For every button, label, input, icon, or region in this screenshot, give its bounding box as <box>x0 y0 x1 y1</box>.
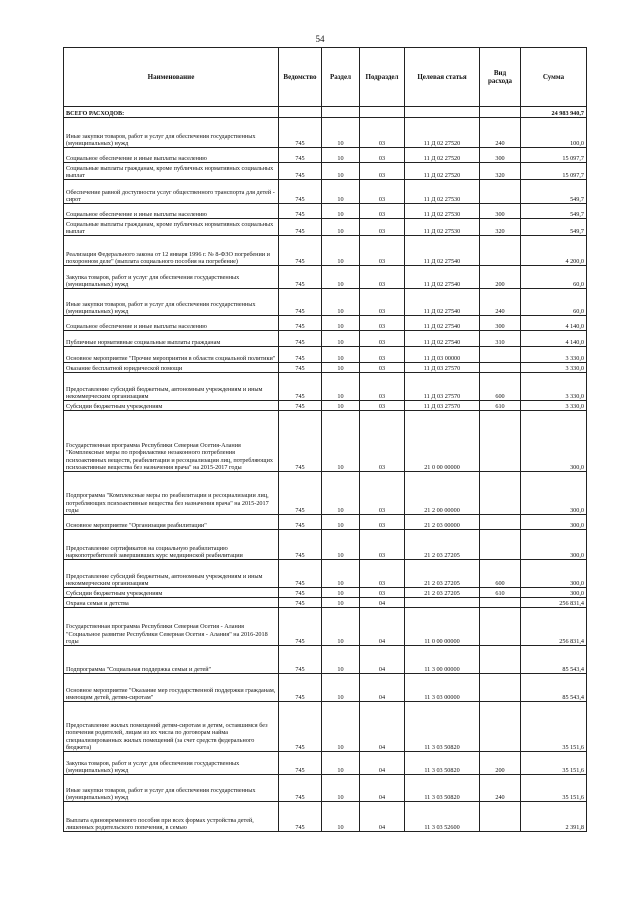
row-target-item: 11 Д 03 00000 <box>405 347 480 363</box>
row-target-item: 11 Д 02 27530 <box>405 180 480 204</box>
row-section: 10 <box>322 219 360 236</box>
row-amount: 15 097,7 <box>521 148 587 163</box>
row-amount: 300,0 <box>521 411 587 472</box>
row-expense-type <box>480 608 521 646</box>
row-section: 10 <box>322 802 360 832</box>
header-row <box>64 48 587 107</box>
table-row <box>64 472 587 515</box>
row-name: Публичные нормативные социальные выплаты гражданам <box>64 331 279 347</box>
row-expense-type <box>480 180 521 204</box>
row-expense-type: 610 <box>480 588 521 598</box>
header-name: Наименование <box>64 48 279 107</box>
row-amount: 60,0 <box>521 266 587 289</box>
row-expense-type: 300 <box>480 204 521 219</box>
row-amount: 549,7 <box>521 204 587 219</box>
row-target-item: 21 2 03 27205 <box>405 588 480 598</box>
row-name: Государственная программа Республики Северная Осетия - Алания "Социальное развитие Республики Северная Осетия - Алания" на 2016-2018 годы <box>64 608 279 646</box>
row-amount: 256 831,4 <box>521 598 587 608</box>
row-section: 10 <box>322 702 360 752</box>
row-target-item: 11 Д 02 27540 <box>405 331 480 347</box>
row-department: 745 <box>279 363 322 373</box>
row-department: 745 <box>279 802 322 832</box>
row-section: 10 <box>322 775 360 802</box>
table-row <box>64 373 587 401</box>
row-name: Реализация Федерального закона от 12 января 1996 г. № 8-ФЗО погребении и похоронном деле" (выплата социального пособия на погребение) <box>64 236 279 266</box>
row-subsection: 03 <box>360 401 405 411</box>
row-amount: 60,0 <box>521 289 587 316</box>
row-section: 10 <box>322 608 360 646</box>
row-section: 10 <box>322 401 360 411</box>
row-department: 745 <box>279 674 322 702</box>
row-subsection: 03 <box>360 289 405 316</box>
row-target-item: 11 0 00 00000 <box>405 608 480 646</box>
row-expense-type: 320 <box>480 219 521 236</box>
row-target-item: 21 2 03 27205 <box>405 560 480 588</box>
table-row <box>64 118 587 148</box>
row-target-item: 11 Д 02 27520 <box>405 163 480 180</box>
row-expense-type <box>480 236 521 266</box>
row-amount: 100,0 <box>521 118 587 148</box>
row-target-item: 11 Д 03 27570 <box>405 373 480 401</box>
row-department: 745 <box>279 752 322 775</box>
row-subsection: 03 <box>360 148 405 163</box>
row-subsection: 04 <box>360 702 405 752</box>
row-department: 745 <box>279 515 322 530</box>
row-target-item: 11 3 00 00000 <box>405 646 480 674</box>
table-row <box>64 674 587 702</box>
row-department: 745 <box>279 472 322 515</box>
header-subsection: Подраздел <box>360 48 405 107</box>
header-department: Ведомство <box>279 48 322 107</box>
row-section: 10 <box>322 411 360 472</box>
table-row <box>64 236 587 266</box>
row-subsection: 03 <box>360 530 405 560</box>
table-row <box>64 163 587 180</box>
table-row <box>64 608 587 646</box>
row-subsection: 04 <box>360 598 405 608</box>
row-name: Выплата единовременного пособия при всех формах устройства детей, лишенных родительского попечения, в семью <box>64 802 279 832</box>
row-expense-type <box>480 472 521 515</box>
row-name: Государственная программа Республики Северная Осетия-Алания "Комплексные меры по профилактике незаконного потребления психоактивных веществ, реабилитации и ресоциализации лиц, потребляющих психоактивные вещества без назначения врача" на 2015-2017 годы <box>64 411 279 472</box>
row-expense-type: 300 <box>480 148 521 163</box>
row-name: Закупка товаров, работ и услуг для обеспечения государственных (муниципальных) нужд <box>64 752 279 775</box>
row-expense-type: 240 <box>480 289 521 316</box>
table-row <box>64 515 587 530</box>
header-target-item: Целевая статья <box>405 48 480 107</box>
row-expense-type <box>480 702 521 752</box>
row-subsection: 03 <box>360 411 405 472</box>
row-target-item: 11 Д 03 27570 <box>405 401 480 411</box>
row-amount: 85 543,4 <box>521 674 587 702</box>
row-name: Охрана семьи и детства <box>64 598 279 608</box>
row-amount: 4 140,0 <box>521 316 587 331</box>
row-name: Социальное обеспечение и иные выплаты населению <box>64 148 279 163</box>
row-amount: 300,0 <box>521 515 587 530</box>
row-section: 10 <box>322 363 360 373</box>
row-target-item: 11 3 03 52600 <box>405 802 480 832</box>
row-expense-type: 240 <box>480 118 521 148</box>
row-expense-type: 600 <box>480 560 521 588</box>
row-target-item: 11 Д 03 27570 <box>405 363 480 373</box>
row-expense-type <box>480 598 521 608</box>
row-target-item: 11 Д 02 27540 <box>405 236 480 266</box>
row-target-item: 11 3 03 50820 <box>405 702 480 752</box>
row-name: Социальные выплаты гражданам, кроме публичных нормативных социальных выплат <box>64 163 279 180</box>
row-amount: 300,0 <box>521 530 587 560</box>
row-department: 745 <box>279 560 322 588</box>
table-row <box>64 560 587 588</box>
row-subsection: 04 <box>360 674 405 702</box>
row-name: Субсидии бюджетным учреждениям <box>64 588 279 598</box>
table-row <box>64 401 587 411</box>
row-name: Оказание бесплатной юридической помощи <box>64 363 279 373</box>
row-department: 745 <box>279 702 322 752</box>
page-number: 54 <box>315 34 325 44</box>
row-section: 10 <box>322 180 360 204</box>
table-row <box>64 148 587 163</box>
row-department: 745 <box>279 204 322 219</box>
row-section: 10 <box>322 163 360 180</box>
row-expense-type: 610 <box>480 401 521 411</box>
row-subsection: 03 <box>360 163 405 180</box>
row-section: 10 <box>322 347 360 363</box>
row-department: 745 <box>279 646 322 674</box>
row-target-item: 11 Д 02 27540 <box>405 316 480 331</box>
row-amount: 3 330,0 <box>521 401 587 411</box>
row-section <box>322 107 360 118</box>
row-section: 10 <box>322 118 360 148</box>
row-name: Социальные выплаты гражданам, кроме публичных нормативных социальных выплат <box>64 219 279 236</box>
row-section: 10 <box>322 752 360 775</box>
row-section: 10 <box>322 236 360 266</box>
row-expense-type <box>480 674 521 702</box>
row-department: 745 <box>279 236 322 266</box>
row-name: Подпрограмма "Комплексные меры по реабилитации и ресоциализации лиц, потребляющих психоактивные вещества без назначения врача" на 2015-2017 годы <box>64 472 279 515</box>
row-department: 745 <box>279 608 322 646</box>
row-target-item <box>405 107 480 118</box>
row-name: Основное мероприятие "Оказание мер государственной поддержки гражданам, имеющим детей, детям-сиротам" <box>64 674 279 702</box>
row-amount: 35 151,6 <box>521 702 587 752</box>
row-target-item <box>405 598 480 608</box>
row-expense-type <box>480 646 521 674</box>
row-department: 745 <box>279 316 322 331</box>
row-amount: 4 140,0 <box>521 331 587 347</box>
row-section: 10 <box>322 515 360 530</box>
row-expense-type <box>480 411 521 472</box>
row-target-item: 21 2 03 27205 <box>405 530 480 560</box>
table-row <box>64 107 587 118</box>
row-expense-type: 300 <box>480 316 521 331</box>
row-amount: 2 391,8 <box>521 802 587 832</box>
row-expense-type <box>480 515 521 530</box>
row-expense-type <box>480 347 521 363</box>
row-name: ВСЕГО РАСХОДОВ: <box>64 107 279 118</box>
table-row <box>64 646 587 674</box>
row-expense-type <box>480 802 521 832</box>
row-subsection: 03 <box>360 515 405 530</box>
row-expense-type: 240 <box>480 775 521 802</box>
row-target-item: 21 2 03 00000 <box>405 515 480 530</box>
row-target-item: 11 Д 02 27520 <box>405 118 480 148</box>
table-row <box>64 204 587 219</box>
row-name: Закупка товаров, работ и услуг для обеспечения государственных (муниципальных) нужд <box>64 266 279 289</box>
row-department: 745 <box>279 588 322 598</box>
row-subsection: 03 <box>360 204 405 219</box>
row-expense-type <box>480 107 521 118</box>
row-name: Подпрограмма "Социальная поддержка семьи и детей" <box>64 646 279 674</box>
row-section: 10 <box>322 316 360 331</box>
row-name: Иные закупки товаров, работ и услуг для обеспечения государственных (муниципальных) нужд <box>64 289 279 316</box>
row-section: 10 <box>322 674 360 702</box>
row-amount: 24 983 940,7 <box>521 107 587 118</box>
row-section: 10 <box>322 646 360 674</box>
table-row <box>64 702 587 752</box>
row-amount: 3 330,0 <box>521 363 587 373</box>
row-subsection: 03 <box>360 236 405 266</box>
row-name: Обеспечение равной доступности услуг общественного транспорта для детей - сирот <box>64 180 279 204</box>
header-amount: Сумма <box>521 48 587 107</box>
row-subsection: 03 <box>360 472 405 515</box>
row-amount: 300,0 <box>521 560 587 588</box>
table-row <box>64 331 587 347</box>
row-amount: 3 330,0 <box>521 347 587 363</box>
row-target-item: 11 Д 02 27540 <box>405 289 480 316</box>
table-row <box>64 180 587 204</box>
row-section: 10 <box>322 560 360 588</box>
table-row <box>64 411 587 472</box>
row-section: 10 <box>322 204 360 219</box>
table-row <box>64 363 587 373</box>
row-amount: 549,7 <box>521 219 587 236</box>
row-department: 745 <box>279 775 322 802</box>
table-row <box>64 775 587 802</box>
row-department: 745 <box>279 401 322 411</box>
row-target-item: 11 3 03 00000 <box>405 674 480 702</box>
row-subsection: 03 <box>360 331 405 347</box>
row-expense-type: 600 <box>480 373 521 401</box>
row-section: 10 <box>322 598 360 608</box>
row-department: 745 <box>279 266 322 289</box>
row-subsection: 03 <box>360 219 405 236</box>
row-subsection: 04 <box>360 608 405 646</box>
row-target-item: 11 3 03 50820 <box>405 752 480 775</box>
row-name: Основное мероприятие "Организация реабилитации" <box>64 515 279 530</box>
row-department: 745 <box>279 289 322 316</box>
header-section: Раздел <box>322 48 360 107</box>
row-section: 10 <box>322 530 360 560</box>
row-target-item: 11 Д 02 27520 <box>405 148 480 163</box>
row-department: 745 <box>279 373 322 401</box>
row-amount: 4 200,0 <box>521 236 587 266</box>
row-amount: 300,0 <box>521 472 587 515</box>
row-expense-type: 320 <box>480 163 521 180</box>
header-expense-type: Вид расхода <box>480 48 521 107</box>
row-subsection: 04 <box>360 802 405 832</box>
row-amount: 35 151,6 <box>521 752 587 775</box>
row-amount: 85 543,4 <box>521 646 587 674</box>
row-expense-type: 200 <box>480 266 521 289</box>
row-subsection <box>360 107 405 118</box>
row-department: 745 <box>279 180 322 204</box>
row-department <box>279 107 322 118</box>
row-subsection: 03 <box>360 180 405 204</box>
table-row <box>64 588 587 598</box>
row-department: 745 <box>279 598 322 608</box>
row-department: 745 <box>279 411 322 472</box>
row-subsection: 04 <box>360 775 405 802</box>
row-department: 745 <box>279 118 322 148</box>
table-row <box>64 802 587 832</box>
row-department: 745 <box>279 163 322 180</box>
row-amount: 15 097,7 <box>521 163 587 180</box>
row-department: 745 <box>279 347 322 363</box>
row-amount: 35 151,6 <box>521 775 587 802</box>
row-target-item: 21 2 00 00000 <box>405 472 480 515</box>
row-name: Субсидии бюджетным учреждениям <box>64 401 279 411</box>
row-target-item: 11 Д 02 27530 <box>405 204 480 219</box>
row-name: Предоставление субсидий бюджетным, автономным учреждениям и иным некоммерческим организациям <box>64 560 279 588</box>
row-subsection: 03 <box>360 373 405 401</box>
table-row <box>64 219 587 236</box>
table-row <box>64 530 587 560</box>
row-expense-type: 200 <box>480 752 521 775</box>
row-section: 10 <box>322 289 360 316</box>
row-section: 10 <box>322 373 360 401</box>
row-subsection: 04 <box>360 752 405 775</box>
row-target-item: 11 Д 02 27540 <box>405 266 480 289</box>
row-subsection: 04 <box>360 646 405 674</box>
row-department: 745 <box>279 148 322 163</box>
row-name: Предоставление жилых помещений детям-сиротам и детям, оставшимся без попечения родителей, лицам из их числа по договорам найма специализированных жилых помещений (за счет средств федерального бюджета) <box>64 702 279 752</box>
row-amount: 549,7 <box>521 180 587 204</box>
row-amount: 256 831,4 <box>521 608 587 646</box>
row-target-item: 21 0 00 00000 <box>405 411 480 472</box>
row-section: 10 <box>322 266 360 289</box>
row-subsection: 03 <box>360 266 405 289</box>
row-name: Предоставление сертификатов на социальную реабилитацию наркопотребителей завершивших курс медицинской реабилитации <box>64 530 279 560</box>
table-row <box>64 752 587 775</box>
row-section: 10 <box>322 588 360 598</box>
table-row <box>64 289 587 316</box>
row-subsection: 03 <box>360 316 405 331</box>
row-amount: 3 330,0 <box>521 373 587 401</box>
row-expense-type <box>480 363 521 373</box>
row-name: Предоставление субсидий бюджетным, автономным учреждениям и иным некоммерческим организациям <box>64 373 279 401</box>
row-name: Социальное обеспечение и иные выплаты населению <box>64 316 279 331</box>
budget-table <box>63 47 587 832</box>
table-row <box>64 598 587 608</box>
row-name: Иные закупки товаров, работ и услуг для обеспечения государственных (муниципальных) нужд <box>64 775 279 802</box>
row-subsection: 03 <box>360 588 405 598</box>
row-subsection: 03 <box>360 560 405 588</box>
row-section: 10 <box>322 331 360 347</box>
row-amount: 300,0 <box>521 588 587 598</box>
table-row <box>64 266 587 289</box>
row-section: 10 <box>322 472 360 515</box>
row-name: Иные закупки товаров, работ и услуг для обеспечения государственных (муниципальных) нужд <box>64 118 279 148</box>
row-expense-type: 310 <box>480 331 521 347</box>
row-target-item: 11 Д 02 27530 <box>405 219 480 236</box>
row-department: 745 <box>279 219 322 236</box>
table-row <box>64 316 587 331</box>
row-department: 745 <box>279 331 322 347</box>
row-department: 745 <box>279 530 322 560</box>
row-subsection: 03 <box>360 363 405 373</box>
row-subsection: 03 <box>360 118 405 148</box>
row-expense-type <box>480 530 521 560</box>
row-target-item: 11 3 03 50820 <box>405 775 480 802</box>
row-subsection: 03 <box>360 347 405 363</box>
row-name: Основное мероприятие "Прочие мероприятия в области социальной политики" <box>64 347 279 363</box>
table-row <box>64 347 587 363</box>
row-name: Социальное обеспечение и иные выплаты населению <box>64 204 279 219</box>
row-section: 10 <box>322 148 360 163</box>
